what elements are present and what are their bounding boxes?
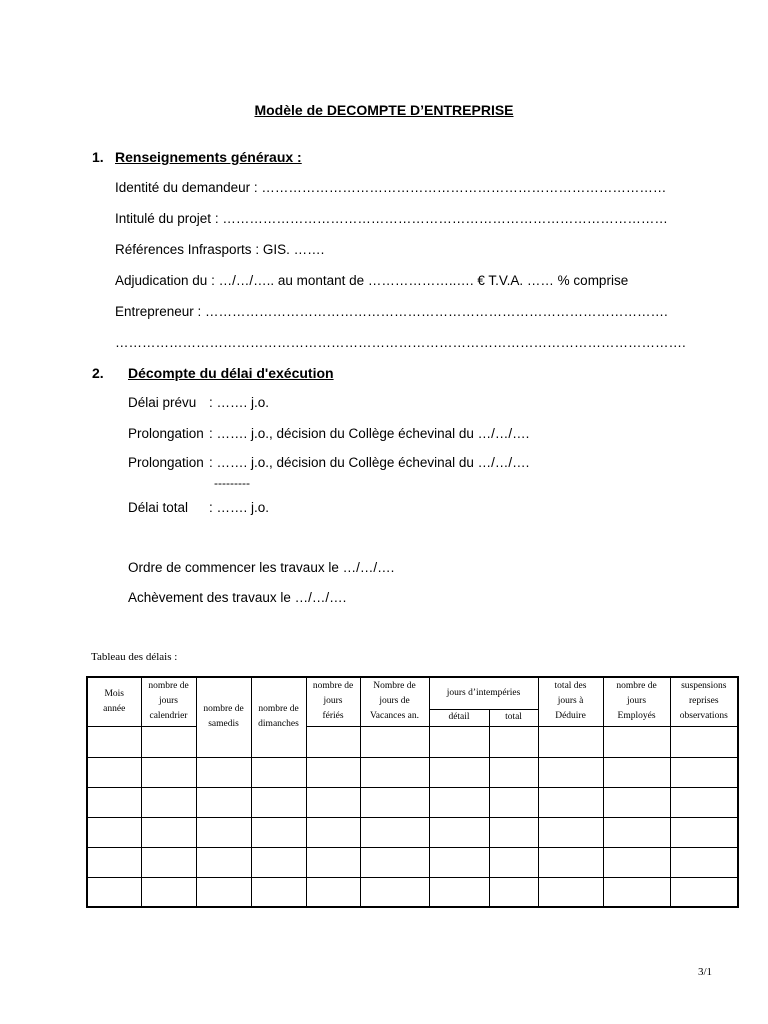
table-cell [429, 787, 489, 817]
table-cell [306, 757, 360, 787]
section1-number: 1. [92, 149, 104, 165]
table-cell [141, 787, 196, 817]
table-cell [306, 726, 360, 757]
table-cell [489, 787, 538, 817]
table-cell [538, 847, 603, 877]
delai-total-value: : ……. j.o. [209, 500, 270, 515]
table-cell [489, 757, 538, 787]
table-cell [670, 757, 738, 787]
prolongation-1-value: : ……. j.o., décision du Collège échevinal du …/…/…. [209, 426, 530, 441]
header-total-deduire: total des jours à Déduire [538, 677, 603, 726]
table-cell [196, 877, 251, 907]
table-cell [87, 757, 141, 787]
table-cell [360, 877, 429, 907]
table-cell [429, 847, 489, 877]
table-cell [670, 726, 738, 757]
table-cell [429, 757, 489, 787]
table-row [87, 817, 738, 847]
table-cell [251, 877, 306, 907]
header-vacances: Nombre de jours de Vacances an. [360, 677, 429, 726]
header-mois-annee: Mois année [87, 677, 141, 726]
header-intemperies: jours d’intempéries [429, 677, 538, 709]
table-cell [196, 847, 251, 877]
header-jours-calendrier: nombre de jours calendrier [141, 677, 196, 726]
table-cell [306, 877, 360, 907]
table-cell [87, 877, 141, 907]
table-row [87, 757, 738, 787]
table-cell [538, 817, 603, 847]
table-caption: Tableau des délais : [91, 651, 178, 663]
delai-total-label: Délai total [128, 500, 189, 515]
table-row [87, 877, 738, 907]
section2-number: 2. [92, 365, 104, 381]
table-cell [489, 847, 538, 877]
header-intemperies-total: total [489, 709, 538, 726]
field-identite-demandeur: Identité du demandeur : ……………………………………………………………………………… [115, 180, 667, 195]
table-cell [87, 847, 141, 877]
header-dimanches: nombre de dimanches [251, 677, 306, 757]
header-jours-employes: nombre de jours Employés [603, 677, 670, 726]
table-cell [538, 726, 603, 757]
table-cell [489, 817, 538, 847]
table-cell [87, 787, 141, 817]
table-cell [489, 726, 538, 757]
table-row [87, 847, 738, 877]
table-cell [603, 817, 670, 847]
table-cell [360, 757, 429, 787]
table-cell [306, 847, 360, 877]
table-row [87, 726, 738, 757]
table-cell [306, 817, 360, 847]
table-row [87, 787, 738, 817]
table-cell [603, 757, 670, 787]
table-cell [141, 726, 196, 757]
table-cell [141, 817, 196, 847]
field-intitule-projet: Intitulé du projet : ……………………………………………………………………………………… [115, 211, 668, 226]
table-cell [538, 757, 603, 787]
table-cell [251, 757, 306, 787]
table-cell [360, 726, 429, 757]
field-references-infrasports: Références Infrasports : GIS. ……. [115, 242, 325, 257]
table-cell [603, 847, 670, 877]
section1-heading: Renseignements généraux : [115, 149, 302, 165]
ordre-commencer: Ordre de commencer les travaux le …/…/…. [128, 560, 395, 575]
prolongation-2-value: : ……. j.o., décision du Collège échevinal du …/…/…. [209, 455, 530, 470]
page-number: 3/1 [697, 966, 712, 978]
table-cell [306, 787, 360, 817]
table-cell [538, 877, 603, 907]
header-samedis: nombre de samedis [196, 677, 251, 757]
header-suspensions: suspensions reprises observations [670, 677, 738, 726]
table-cell [360, 787, 429, 817]
field-adjudication: Adjudication du : …/…/….. au montant de ………………..…. € T.V.A. …… % comprise [115, 273, 629, 288]
section2-heading: Décompte du délai d'exécution [128, 365, 334, 381]
prolongation-2-label: Prolongation [128, 455, 204, 470]
table-cell [429, 726, 489, 757]
table-cell [251, 847, 306, 877]
table-cell [670, 847, 738, 877]
delai-prevu-value: : ……. j.o. [209, 395, 270, 410]
table-cell [489, 877, 538, 907]
field-entrepreneur-continuation: ………………………………………………………………………………………………………………. [115, 335, 686, 350]
table-cell [141, 757, 196, 787]
table-cell [251, 787, 306, 817]
achevement-travaux: Achèvement des travaux le …/…/…. [128, 590, 347, 605]
header-intemperies-detail: détail [429, 709, 489, 726]
table-cell [141, 877, 196, 907]
table-cell [603, 787, 670, 817]
table-cell [196, 757, 251, 787]
prolongation-1-label: Prolongation [128, 426, 204, 441]
delays-table [86, 676, 739, 908]
table-cell [196, 817, 251, 847]
table-cell [141, 847, 196, 877]
table-cell [603, 877, 670, 907]
mois-cell-top [87, 726, 141, 757]
table-cell [429, 817, 489, 847]
sum-separator: --------- [214, 476, 250, 490]
table-cell [670, 817, 738, 847]
table-cell [670, 877, 738, 907]
table-cell [603, 726, 670, 757]
table-cell [251, 817, 306, 847]
header-jours-feries: nombre de jours fériés [306, 677, 360, 726]
table-cell [538, 787, 603, 817]
table-cell [670, 787, 738, 817]
table-cell [360, 847, 429, 877]
document-title: Modèle de DECOMPTE D’ENTREPRISE [254, 102, 514, 118]
delai-prevu-label: Délai prévu [128, 395, 197, 410]
table-cell [196, 787, 251, 817]
table-cell [87, 817, 141, 847]
table-cell [360, 817, 429, 847]
field-entrepreneur: Entrepreneur : …………………………………………………………………………………………. [115, 304, 668, 319]
table-cell [429, 877, 489, 907]
